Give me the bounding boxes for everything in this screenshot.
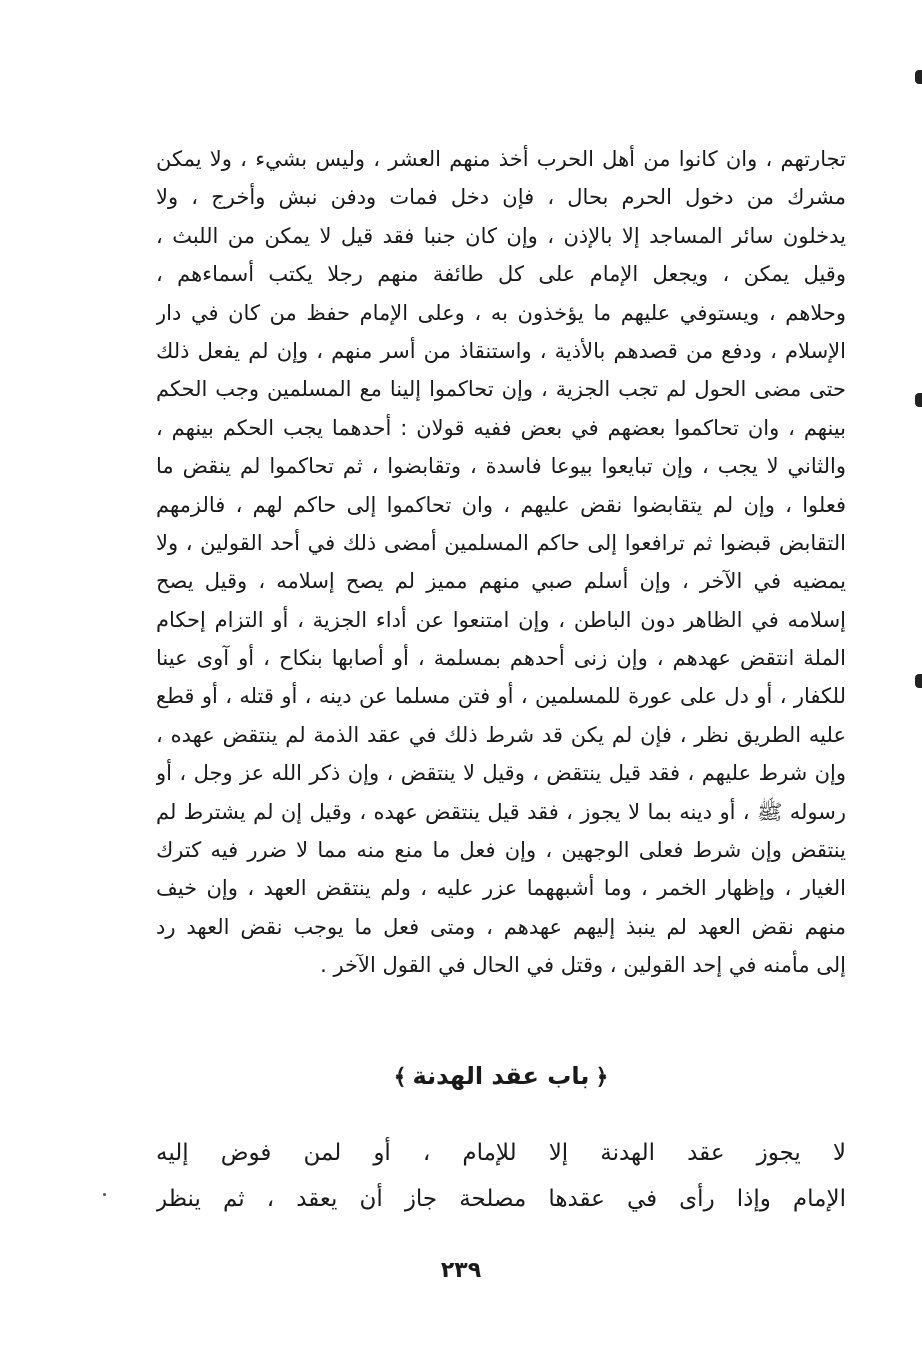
text-line: إلى مأمنه في إحد القولين ، وقتل في الحال في القول الآخر . [320,953,846,978]
text-line: منهم نقض العهد لم ينبذ إليهم عهدهم ، ومتى فعل ما يوجب نقض العهد رد [156,914,846,939]
text-line: حتى مضى الحول لم تجب الجزية ، وإن تحاكموا إلينا مع المسلمين وجب الحكم [156,377,846,402]
ornament-open: ﴿ [595,1065,609,1090]
text-line: يمضيه في الآخر ، وإن أسلم صبي منهم مميز لم يصح إسلامه ، وقيل يصح [156,569,846,594]
text-line: وإن شرط عليهم ، فقد قيل ينتقض ، وقيل لا ينتقض ، وإن ذكر الله عز وجل ، أو [156,761,846,786]
text-line: الغيار ، وإظهار الخمر ، وما أشبههما عزر عليه ، ولم ينتقض العهد ، وإن خيف [156,876,846,901]
text-line: مشرك من دخول الحرم بحال ، فإن دخل فمات ودفن نبش وأخرج ، ولا [156,185,846,210]
text-line: فعلوا ، وإن لم يتقابضوا نقض عليهم ، وان تحاكموا إلى حاكم لهم ، فالزمهم [156,492,846,517]
section-heading [156,1062,846,1090]
text-line: وحلاهم ، ويستوفي عليهم ما يؤخذون به ، وعلى الإمام حفظ من كان في دار [156,300,846,325]
text-line: تجارتهم ، وان كانوا من أهل الحرب أخذ منهم العشر ، وليس بشيء ، ولا يمكن [156,147,846,171]
text-line: إسلامه في الظاهر دون الباطن ، وإن امتنعوا عن أداء الجزية ، أو التزام إحكام [156,607,846,632]
page-number: ٢٣٩ [440,1258,482,1283]
section-title: باب عقد الهدنة [412,1062,590,1090]
text-line: والثاني لا يجب ، وإن تبايعوا بيوعا فاسدة ، وتقابضوا ، ثم تحاكموا لم ينقض ما [156,454,846,479]
text-line: الإمام وإذا رأى في عقدها مصلحة جاز أن يعقد ، ثم ينظر [156,1186,846,1212]
section-paragraph [156,1130,846,1222]
text-line: وقيل يمكن ، ويجعل الإمام على كل طائفة منهم رجلا يكتب أسماءهم ، [156,262,846,287]
text-line: يدخلون سائر المساجد إلا بالإذن ، وإن كان جنبا فقد قيل لا يمكن من اللبث ، [156,223,846,248]
text-line: ينتقض وإن شرط فعلى الوجهين ، وإن فعل ما منع منه مما لا ضرر فيه كترك [156,838,846,863]
ornament-close: ﴾ [393,1065,407,1090]
scan-edge-mark [915,674,922,688]
text-line: رسوله ﷺ ، أو دينه بما لا يجوز ، فقد قيل ينتقض عهده ، وقيل إن لم يشترط لم [156,799,846,824]
text-line: بينهم ، وان تحاكموا بعضهم في بعض ففيه قولان : أحدهما يجب الحكم بينهم ، [156,415,846,440]
scan-speck [103,1193,106,1196]
text-line: الإسلام ، ودفع من قصدهم بالأذية ، واستنقاذ من أسر منهم ، وإن لم يفعل ذلك [156,338,846,363]
body-text [156,140,846,985]
scan-edge-mark [915,70,922,84]
scan-edge-mark [915,393,922,407]
text-line: عليه الطريق نظر ، فإن لم يكن قد شرط ذلك في عقد الذمة لم ينتقض عهده ، [156,722,846,747]
text-line: الملة انتقض عهدهم ، وإن زنى أحدهم بمسلمة ، أو أصابها بنكاح ، أو آوى عينا [156,646,846,671]
text-line: للكفار ، أو دل على عورة للمسلمين ، أو فتن مسلما عن دينه ، أو قتله ، أو قطع [156,684,846,709]
text-line: لا يجوز عقد الهدنة إلا للإمام ، أو لمن فوض إليه [156,1140,846,1166]
text-line: التقابض قبضوا ثم ترافعوا إلى حاكم المسلمين أمضى ذلك في أحد القولين ، ولا [156,530,846,555]
